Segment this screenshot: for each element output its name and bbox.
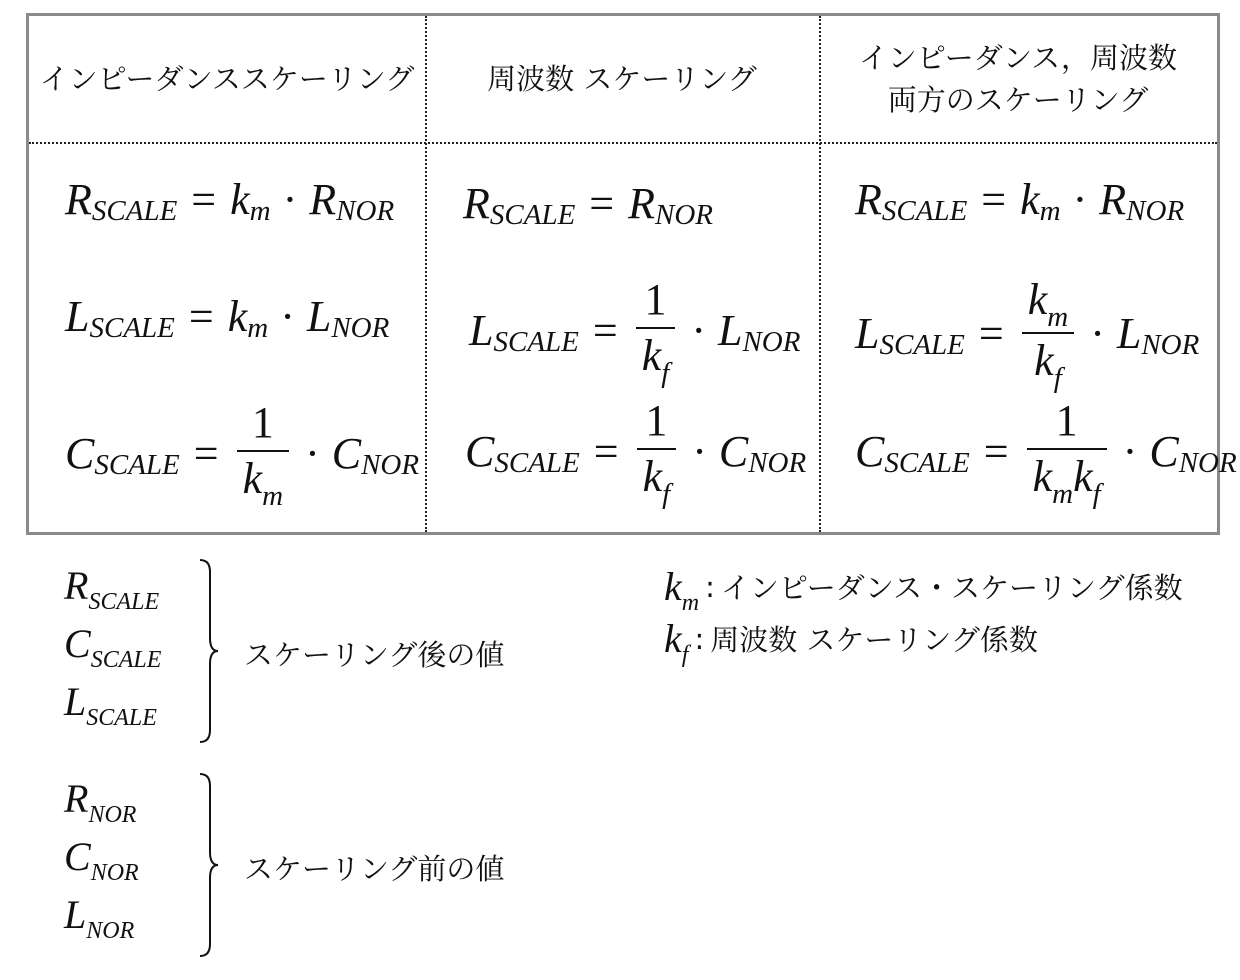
eq-frequency-l: L SCALE = $\frac{1}{k_f}$ · L NOR: [469, 275, 801, 389]
fraction: $\frac{k_m}{k_f}$: [1022, 273, 1074, 393]
header-divider: [29, 142, 1217, 144]
normalized-variables: $R_{NOR}$ $C_{NOR}$ $L_{NOR}$: [64, 776, 139, 944]
scaled-values-label: スケーリング後の値: [244, 638, 505, 672]
scaled-variables: $R_{SCALE}$ $C_{SCALE}$ $L_{SCALE}$: [64, 563, 162, 731]
header-both-scaling: インピーダンス，周波数 両方のスケーリング: [858, 41, 1178, 117]
eq-both-r: R SCALE = k m · R NOR: [855, 175, 1185, 227]
eq-frequency-c: C SCALE = $\frac{1}{k_f}$ · C NOR: [465, 396, 807, 510]
normalized-values-label: スケーリング前の値: [244, 852, 505, 886]
fraction: $\frac{1}{k_f}$: [637, 394, 677, 509]
eq-impedance-r: R SCALE = k m · R NOR: [65, 175, 395, 227]
fraction: $\frac{1}{k_m}$: [237, 396, 289, 511]
header-frequency-scaling: 周波数 スケーリング: [487, 62, 757, 96]
header-impedance-scaling: インピーダンススケーリング: [39, 62, 415, 96]
right-brace-icon: [196, 772, 226, 958]
eq-impedance-l: L SCALE = k m · L NOR: [65, 292, 390, 344]
right-brace-icon: [196, 558, 226, 744]
kf-definition: $k_f$ : 周波数 スケーリング係数: [664, 616, 1038, 668]
eq-both-c: C SCALE = $\frac{1}{k_mk_f}$ · C NOR: [855, 396, 1237, 510]
eq-frequency-r: R SCALE = R NOR: [463, 179, 714, 231]
scaling-table: [26, 13, 1237, 535]
fraction: $\frac{1}{k_mk_f}$: [1027, 394, 1107, 509]
eq-impedance-c: C SCALE = $\frac{1}{k_m}$ · C NOR: [65, 398, 420, 512]
eq-both-l: L SCALE = $\frac{k_m}{k_f}$ · L NOR: [855, 275, 1200, 394]
km-definition: $k_m$ : インピーダンス・スケーリング係数: [664, 564, 1183, 616]
fraction: $\frac{1}{k_f}$: [636, 273, 676, 388]
